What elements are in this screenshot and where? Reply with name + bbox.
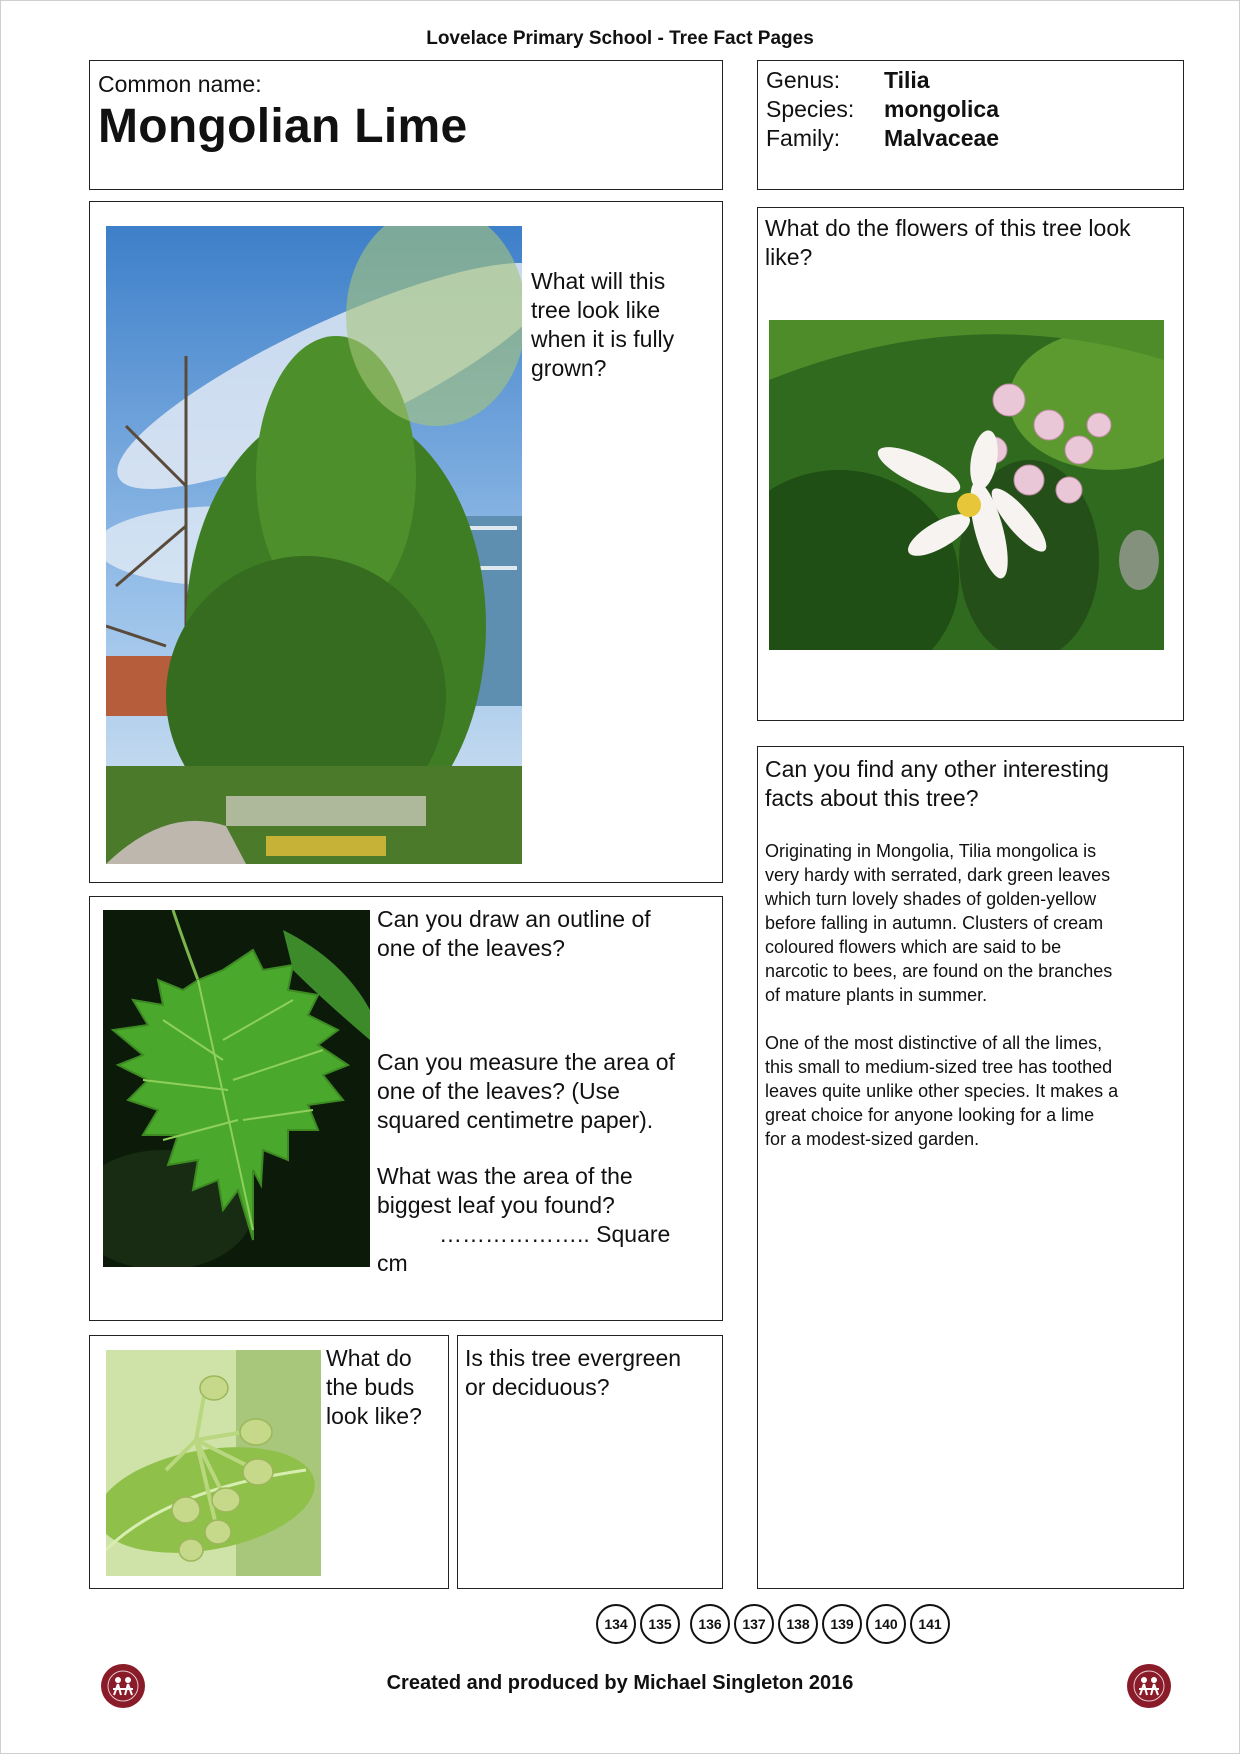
page-link[interactable]: 134 [596, 1604, 636, 1644]
common-name-value: Mongolian Lime [98, 100, 468, 153]
flowers-question-line: What do the flowers of this tree look [765, 215, 1131, 241]
buds-question [326, 1344, 446, 1431]
leaves-question-line: biggest leaf you found? [377, 1192, 615, 1218]
page-links [596, 1604, 950, 1644]
leaves-question-biggest [377, 1162, 717, 1278]
common-name-box [89, 60, 723, 190]
species-label: Species: [766, 96, 855, 122]
flowers-question [765, 214, 1175, 272]
facts-box [757, 746, 1184, 1589]
common-name-label: Common name: [98, 71, 262, 97]
facts-question-line: Can you find any other interesting [765, 756, 1109, 782]
facts-question-line: facts about this tree? [765, 785, 979, 811]
facts-line: which turn lovely shades of golden-yellow [765, 889, 1097, 909]
facts-question [765, 755, 1180, 813]
family-value: Malvaceae [884, 125, 1000, 151]
facts-line: for a modest-sized garden. [765, 1129, 980, 1149]
facts-paragraph-2 [765, 1031, 1183, 1151]
page-link[interactable]: 140 [866, 1604, 906, 1644]
page-link[interactable]: 136 [690, 1604, 730, 1644]
facts-line: narcotic to bees, are found on the branches [765, 961, 1113, 981]
leaf-photo [103, 910, 370, 1267]
family-row [766, 125, 999, 152]
buds-question-line: look like? [326, 1403, 422, 1429]
species-row [766, 96, 999, 123]
buds-photo [106, 1350, 321, 1576]
facts-line: coloured flowers which are said to be [765, 937, 1062, 957]
leaves-answer-blank[interactable]: ……………….. Square [439, 1221, 671, 1247]
flowers-photo [769, 320, 1164, 650]
tree-box [89, 201, 723, 883]
taxonomy-box [757, 60, 1184, 190]
facts-line: of mature plants in summer. [765, 985, 988, 1005]
evergreen-question [465, 1344, 720, 1402]
tree-question [531, 267, 711, 383]
page-link[interactable]: 135 [640, 1604, 680, 1644]
leaves-question-line: Can you draw an outline of [377, 906, 651, 932]
page-link[interactable]: 141 [910, 1604, 950, 1644]
school-logo-icon [1126, 1663, 1172, 1709]
species-value: mongolica [884, 96, 1000, 122]
leaves-question-line: one of the leaves? (Use [377, 1078, 620, 1104]
buds-box [89, 1335, 449, 1589]
tree-question-line: tree look like [531, 297, 661, 323]
evergreen-box [457, 1335, 723, 1589]
leaves-question-line: one of the leaves? [377, 935, 565, 961]
page-header: Lovelace Primary School - Tree Fact Pages [426, 28, 814, 49]
page-link[interactable]: 138 [778, 1604, 818, 1644]
genus-label: Genus: [766, 67, 841, 93]
facts-paragraph-1 [765, 839, 1183, 1007]
page-link[interactable]: 139 [822, 1604, 862, 1644]
page-link[interactable]: 137 [734, 1604, 774, 1644]
tree-question-line: What will this [531, 268, 666, 294]
evergreen-question-line: or deciduous? [465, 1374, 610, 1400]
facts-line: leaves quite unlike other species. It makes a [765, 1081, 1119, 1101]
genus-value: Tilia [884, 67, 930, 93]
tree-photo [106, 226, 522, 864]
genus-row [766, 67, 930, 94]
evergreen-question-line: Is this tree evergreen [465, 1345, 682, 1371]
flowers-question-line: like? [765, 244, 813, 270]
leaves-question-line: squared centimetre paper). [377, 1107, 654, 1133]
leaves-question-line: What was the area of the [377, 1163, 633, 1189]
leaves-question-area [377, 1048, 717, 1135]
leaves-box [89, 896, 723, 1321]
facts-line: very hardy with serrated, dark green leaves [765, 865, 1111, 885]
facts-line: One of the most distinctive of all the limes, [765, 1033, 1103, 1053]
footer-credit: Created and produced by Michael Singleton 2016 [386, 1672, 854, 1694]
facts-line: great choice for anyone looking for a lime [765, 1105, 1095, 1125]
tree-question-line: when it is fully [531, 326, 675, 352]
buds-question-line: What do [326, 1345, 412, 1371]
leaves-question-outline [377, 905, 717, 963]
family-label: Family: [766, 125, 841, 151]
leaves-question-line: cm [377, 1250, 408, 1276]
facts-line: Originating in Mongolia, Tilia mongolica is [765, 841, 1097, 861]
tree-question-line: grown? [531, 355, 607, 381]
leaves-question-line: Can you measure the area of [377, 1049, 675, 1075]
buds-question-line: the buds [326, 1374, 415, 1400]
flowers-box [757, 207, 1184, 721]
facts-line: before falling in autumn. Clusters of cream [765, 913, 1104, 933]
facts-line: this small to medium-sized tree has toothed [765, 1057, 1113, 1077]
